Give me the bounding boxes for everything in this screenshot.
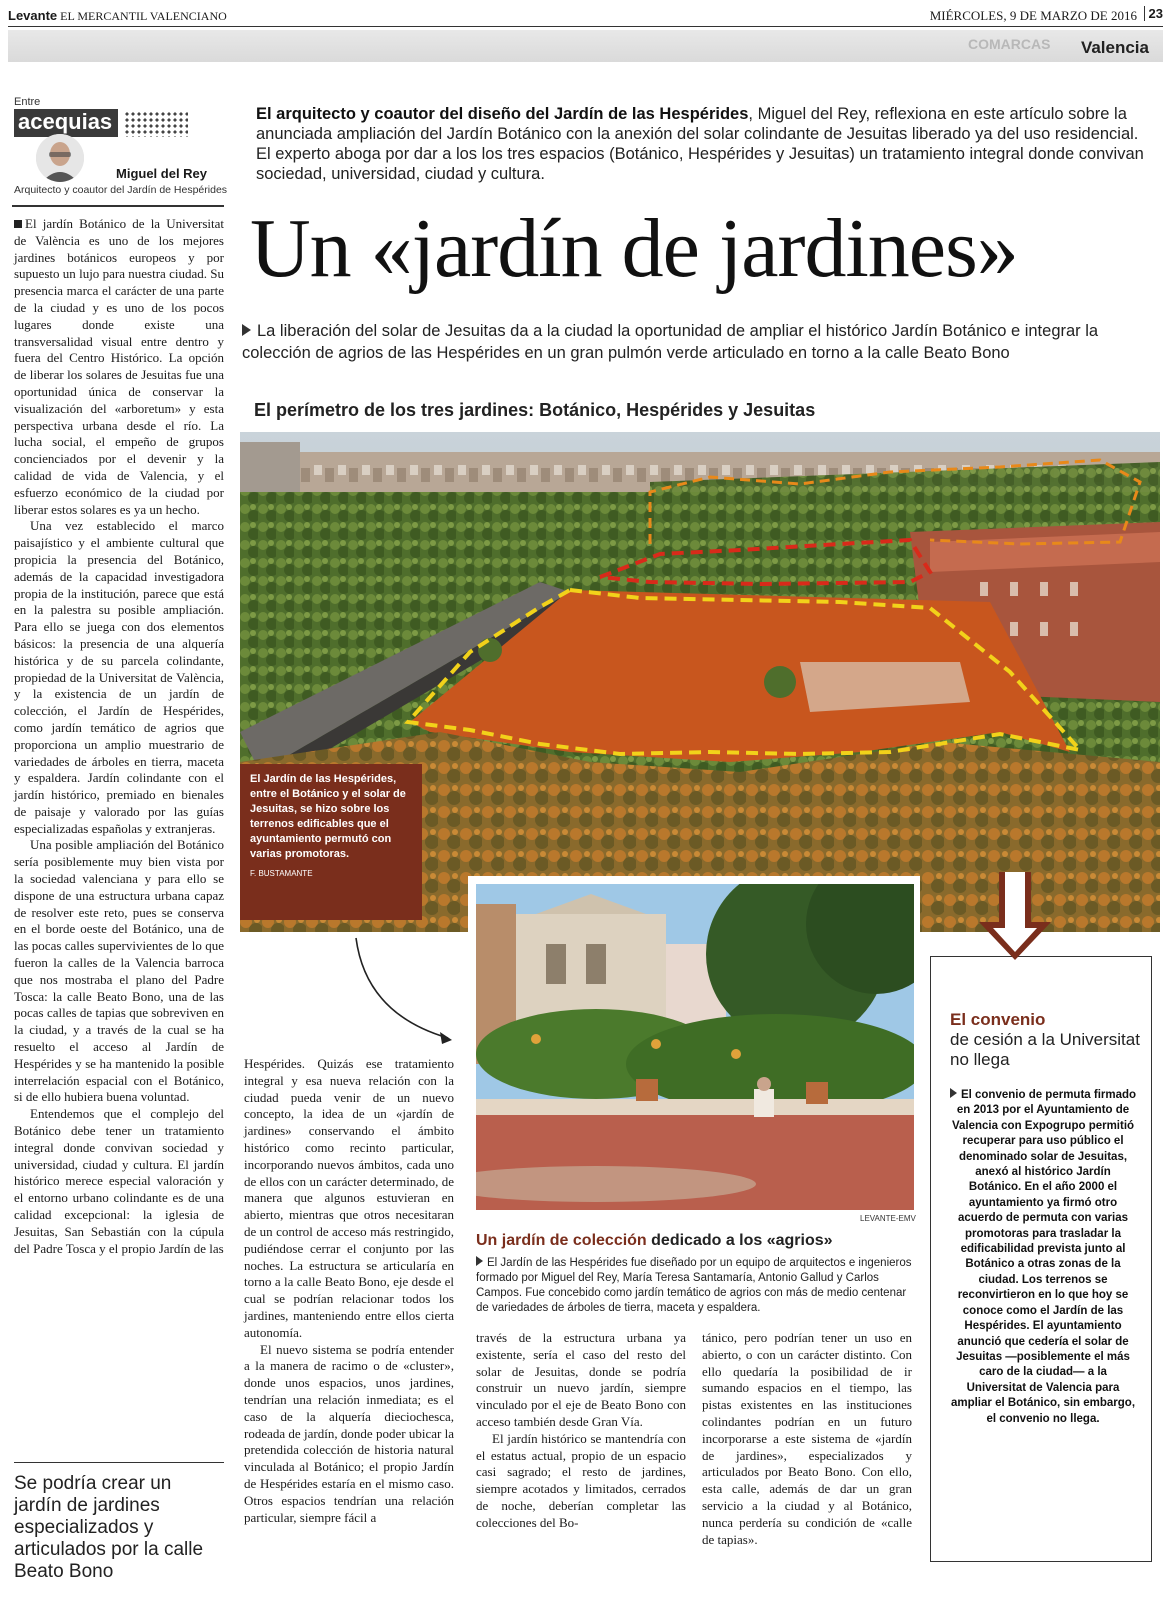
body-column-4 bbox=[702, 1330, 912, 1548]
dot-pattern-icon bbox=[124, 111, 188, 137]
square-bullet-icon bbox=[14, 220, 22, 228]
paragraph: tánico, pero podrían tener un uso en abierto, o con un carácter distinto. Con ello quedaría la posibilidad de ir sumando espacios en el tiempo, las pistas existentes en las instituciones colindantes podrían en un futuro incorporarse a este sistema de «jardín de jardines», especializados y articulados por Beato Bono. Con ello, esta calle, además de dar un gran servicio a la ciudad y al Botánico, nunca perdería su condición de «calle de tapias». bbox=[702, 1330, 912, 1547]
deck-bold: El arquitecto y coautor del diseño del Jardín de las Hespérides bbox=[256, 105, 749, 123]
garden-photo bbox=[476, 884, 914, 1210]
triangle-bullet-icon bbox=[950, 1088, 957, 1098]
section-bar bbox=[8, 30, 1163, 62]
photo-caption bbox=[240, 764, 422, 920]
body-column-2 bbox=[244, 1056, 454, 1526]
author-avatar bbox=[36, 134, 84, 182]
paragraph: través de la estructura urbana ya existente, sería el caso del resto del solar de Jesuitas, donde se podría construir un nuevo jardín, siempre vinculado por el eje de Beato Bono con acceso también desde Gran Vía. bbox=[476, 1330, 686, 1429]
inset-title: Un jardín de colección dedicado a los «agrios» bbox=[476, 1232, 833, 1249]
paragraph: El nuevo sistema se podría entender a la manera de racimo o de «cluster», donde unos espacios, unos jardines, tendrían una relación inmediata; es el caso de la alquería dieciochesca, rodeada de jardín, donde poder ubicar la pretendida colección de historia natural vinculada al Botánico; el propio Jardín de Hespérides estaría en el mismo caso. Otros espacios tendrían una relación particular, siempre fácil a bbox=[244, 1341, 454, 1525]
sidebar-subtitle: de cesión a la Universitat no llega bbox=[950, 1030, 1140, 1069]
paper-name: Levante EL MERCANTIL VALENCIANO bbox=[8, 8, 227, 23]
headline: Un «jardín de jardines» bbox=[250, 202, 1018, 295]
page-number: 23 bbox=[1144, 6, 1163, 21]
inset-text: El Jardín de las Hespérides fue diseñado por un equipo de arquitectos e ingenieros formado por Miguel del Rey, María Teresa Santamaría, Antonio Gallud y Carlos Campos. Fue concebido como jardín temático de agrios con más de medio centenar de variedades de árboles de tierra, maceta y espaldera. bbox=[476, 1257, 912, 1314]
pointer-arrow-icon bbox=[352, 934, 462, 1054]
paragraph: Una posible ampliación del Botánico sería posiblemente muy bien vista por la sociedad valenciana y para ello se dispone de una estructura urbana capaz de resolver este reto, pues se conserva en el borde oeste del Botánico, una de las pocas calles supervivientes de lo que fueron la calles de la Valencia barroca que nos mostraba el plano del Padre Tosca: la calle Beato Bono, una de las pocas calles de tapias que sobreviven en la ciudad, y a través de la cual se ha resuelto el acceso al Jardín de Hespérides y se ha mantenido la posible interrelación espacial con el Botánico, si de ello hubiera buena voluntad. bbox=[14, 837, 224, 1105]
pull-quote: Se podría crear un jardín de jardines especializados y articulados por la calle Beato Bono bbox=[14, 1462, 224, 1583]
issue-date: MIÉRCOLES, 9 DE MARZO DE 2016 bbox=[929, 8, 1137, 23]
author-role: Arquitecto y coautor del Jardín de Hespérides bbox=[14, 184, 228, 196]
paragraph: Hespérides. Quizás ese tratamiento integral y esa nueva relación con la ciudad pueda venir de un nuevo concepto, la idea de un «jardín de jardines» conservando el ámbito histórico como recinto particular, incorporando nuevos ámbitos, cada uno de ellos con un carácter determinado, de manera que algunos estuvieran en abierto, mientras que otros necesitaran de un control de acceso más restringido, pudiéndose cerrar el conjunto por las noches. La estructura se articularía en torno a la calle Beato Bono, eje desde el cual se podrían relacionar todos los jardines, manteniendo entre ellos cierta autonomía. bbox=[244, 1056, 454, 1340]
column-logo bbox=[14, 96, 224, 137]
masthead bbox=[8, 6, 1163, 27]
paragraph: El jardín Botánico de la Universitat de València es uno de los mejores jardines botánicos europeos y por supuesto un lujo para nuestra ciudad. Su presencia marca el carácter de una parte de la ciudad y es uno de los pocos lugares donde existe una transversalidad visual entre dentro y fuera del Centro Histórico. La opción de liberar los solares de Jesuitas fue una oportunidad única de conservar la visualización del «arboretum» y esta perspectiva urbana desde el río. La lucha social, el empeño de grupos concienciados por el devenir y la calidad de vida de Valencia, y el esfuerzo económico de la ciudad por liberar estos solares es ya un hecho. bbox=[14, 216, 224, 517]
subheadline: La liberación del solar de Jesuitas da a la ciudad la oportunidad de ampliar el histórico Jardín Botánico e integrar la colección de agrios de las Hespérides en un gran pulmón verde articulado en torno a la calle Beato Bono bbox=[242, 322, 1099, 362]
section-city: Valencia bbox=[1080, 38, 1149, 57]
paragraph: Una vez establecido el marco paisajístico y el ambiente cultural que propicia la presencia del Botánico, además de la capacidad investigadora propia de la institución, parece que está en la palestra su posible ampliación. Para ello se juega con dos elementos básicos: la presencia de una alquería histórica y de su parcela colindante, propiedad de la Universitat de València, y la existencia de un jardín de colección, el Jardín de Hespérides, como jardín temático de agrios que proporciona un amplio muestrario de variedades de árboles en tierra, maceta y espaldera. Jardín colindante con el jardín histórico, premiado en bienales de paisaje y valorado por las guías especializadas españolas y extranjeras. bbox=[14, 518, 224, 836]
body-column-3 bbox=[476, 1330, 686, 1532]
photo-caption-text: El Jardín de las Hespérides, entre el Botánico y el solar de Jesuitas, se hizo sobre los terrenos edificables que el ayuntamiento permutó con varias promotoras. bbox=[250, 773, 406, 860]
sidebar-title: El convenio bbox=[950, 1010, 1046, 1029]
body-column-1 bbox=[14, 216, 224, 1257]
column-logo-word: acequias bbox=[14, 109, 118, 137]
down-arrow-icon bbox=[975, 872, 1055, 962]
photo-title: El perímetro de los tres jardines: Botánico, Hespérides y Jesuitas bbox=[254, 400, 816, 420]
paragraph: Entendemos que el complejo del Botánico debe tener un tratamiento integral donde convivan sociedad y universidad, ciudad y cultura. El jardín histórico merece especial valoración y el entorno urbano colindante es de una calidad excepcional: la iglesia de Jesuitas, San Sebastián con la cúpula del Padre Tosca y el propio Jardín de las bbox=[14, 1106, 224, 1256]
triangle-bullet-icon bbox=[476, 1256, 483, 1266]
sidebar-text: El convenio de permuta firmado en 2013 por el Ayuntamiento de Valencia con Expogrupo permitió recuperar para uso público el denominado solar de Jesuitas, anexó al histórico Jardín Botánico. En el año 2000 el ayuntamiento ya firmó otro acuerdo de permuta con varias promotoras para trasladar la edificabilidad prevista junto al Botánico a otras zonas de la ciudad. Los terrenos se reconvirtieron en lo que hoy se conoce como el Jardín de las Hespérides. El ayuntamiento anunció que cedería el solar de Jesuitas —posiblemente el más caro de la ciudad— a la Universitat de Valencia para ampliar el Botánico, sin embargo, el convenio no llega. bbox=[950, 1089, 1137, 1425]
divider bbox=[12, 205, 224, 207]
paragraph: El jardín histórico se mantendría con el estatus actual, propio de un espacio casi sagrado; el resto de jardines, siempre acotados y limitados, cerrados de noche, deberían completar las colecciones del Bo- bbox=[476, 1430, 686, 1530]
inset-credit: LEVANTE-EMV bbox=[860, 1214, 916, 1223]
photo-credit: F. BUSTAMANTE bbox=[250, 869, 313, 878]
column-logo-entre: Entre bbox=[14, 96, 41, 108]
article-deck bbox=[256, 104, 1146, 184]
deck-rest: , Miguel del Rey, reflexiona en este artículo sobre la anunciada ampliación del Jardín Botánico con la anexión del solar colindante de Jesuitas liberado ya del uso residencial. El experto aboga por dar a los los tres espacios (Botánico, Hespérides y Jesuitas) un tratamiento integral donde convivan sociedad, universidad, ciudad y cultura. bbox=[256, 105, 1144, 183]
author-name: Miguel del Rey bbox=[116, 166, 208, 181]
section-tag: COMARCAS bbox=[968, 36, 1051, 52]
triangle-bullet-icon bbox=[242, 324, 251, 336]
